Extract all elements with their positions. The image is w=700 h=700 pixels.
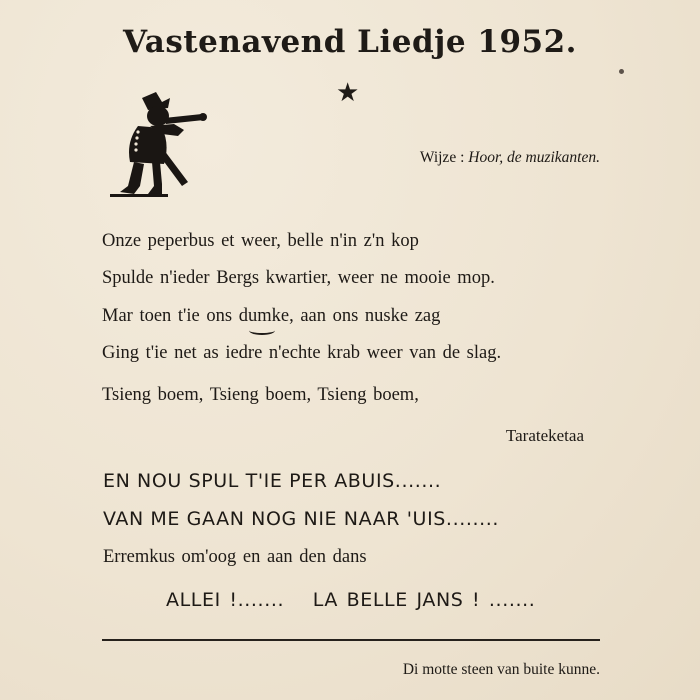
musician-silhouette-icon [104, 90, 214, 205]
finale-belle-jans: LA BELLE JANS ! ....... [312, 589, 536, 611]
paper-spot [619, 69, 624, 74]
verse-line-2: Spulde n'ieder Bergs kwartier, weer ne mooie mop. [102, 268, 495, 288]
chorus-line-3: Erremkus om'oog en aan den dans [103, 547, 367, 567]
verse-line-3 [102, 306, 440, 327]
verse-line-5: Tsieng boem, Tsieng boem, Tsieng boem, [102, 385, 419, 405]
verse-line-3-after: , aan ons nuske zag [289, 306, 441, 326]
verse-line-1: Onze peperbus et weer, belle n'in z'n kop [102, 231, 419, 251]
tune-song: Hoor, de muzikanten. [468, 149, 600, 166]
divider-rule [102, 639, 600, 641]
finale-allei: ALLEI !....... [166, 589, 285, 611]
chorus-line-1: EN NOU SPUL T'IE PER ABUIS....... [103, 470, 442, 492]
chorus-line-2: VAN ME GAAN NOG NIE NAAR 'UIS........ [103, 508, 500, 530]
footer-note: Di motte steen van buite kunne. [402, 661, 600, 678]
verse-line-4: Ging t'ie net as iedre n'echte krab weer van de slag. [102, 343, 502, 363]
tune-prefix: Wijze : [419, 149, 465, 166]
verse-line-3-before: Mar toen t'ie ons [102, 306, 239, 326]
finale-line [166, 589, 535, 611]
page-title: Vastenavend Liedje 1952. [123, 24, 577, 60]
underlined-word: dumke [238, 306, 290, 326]
star-ornament: ★ [336, 78, 360, 108]
verse-end: Tarateketaa [505, 426, 584, 445]
tune-note [420, 149, 600, 167]
